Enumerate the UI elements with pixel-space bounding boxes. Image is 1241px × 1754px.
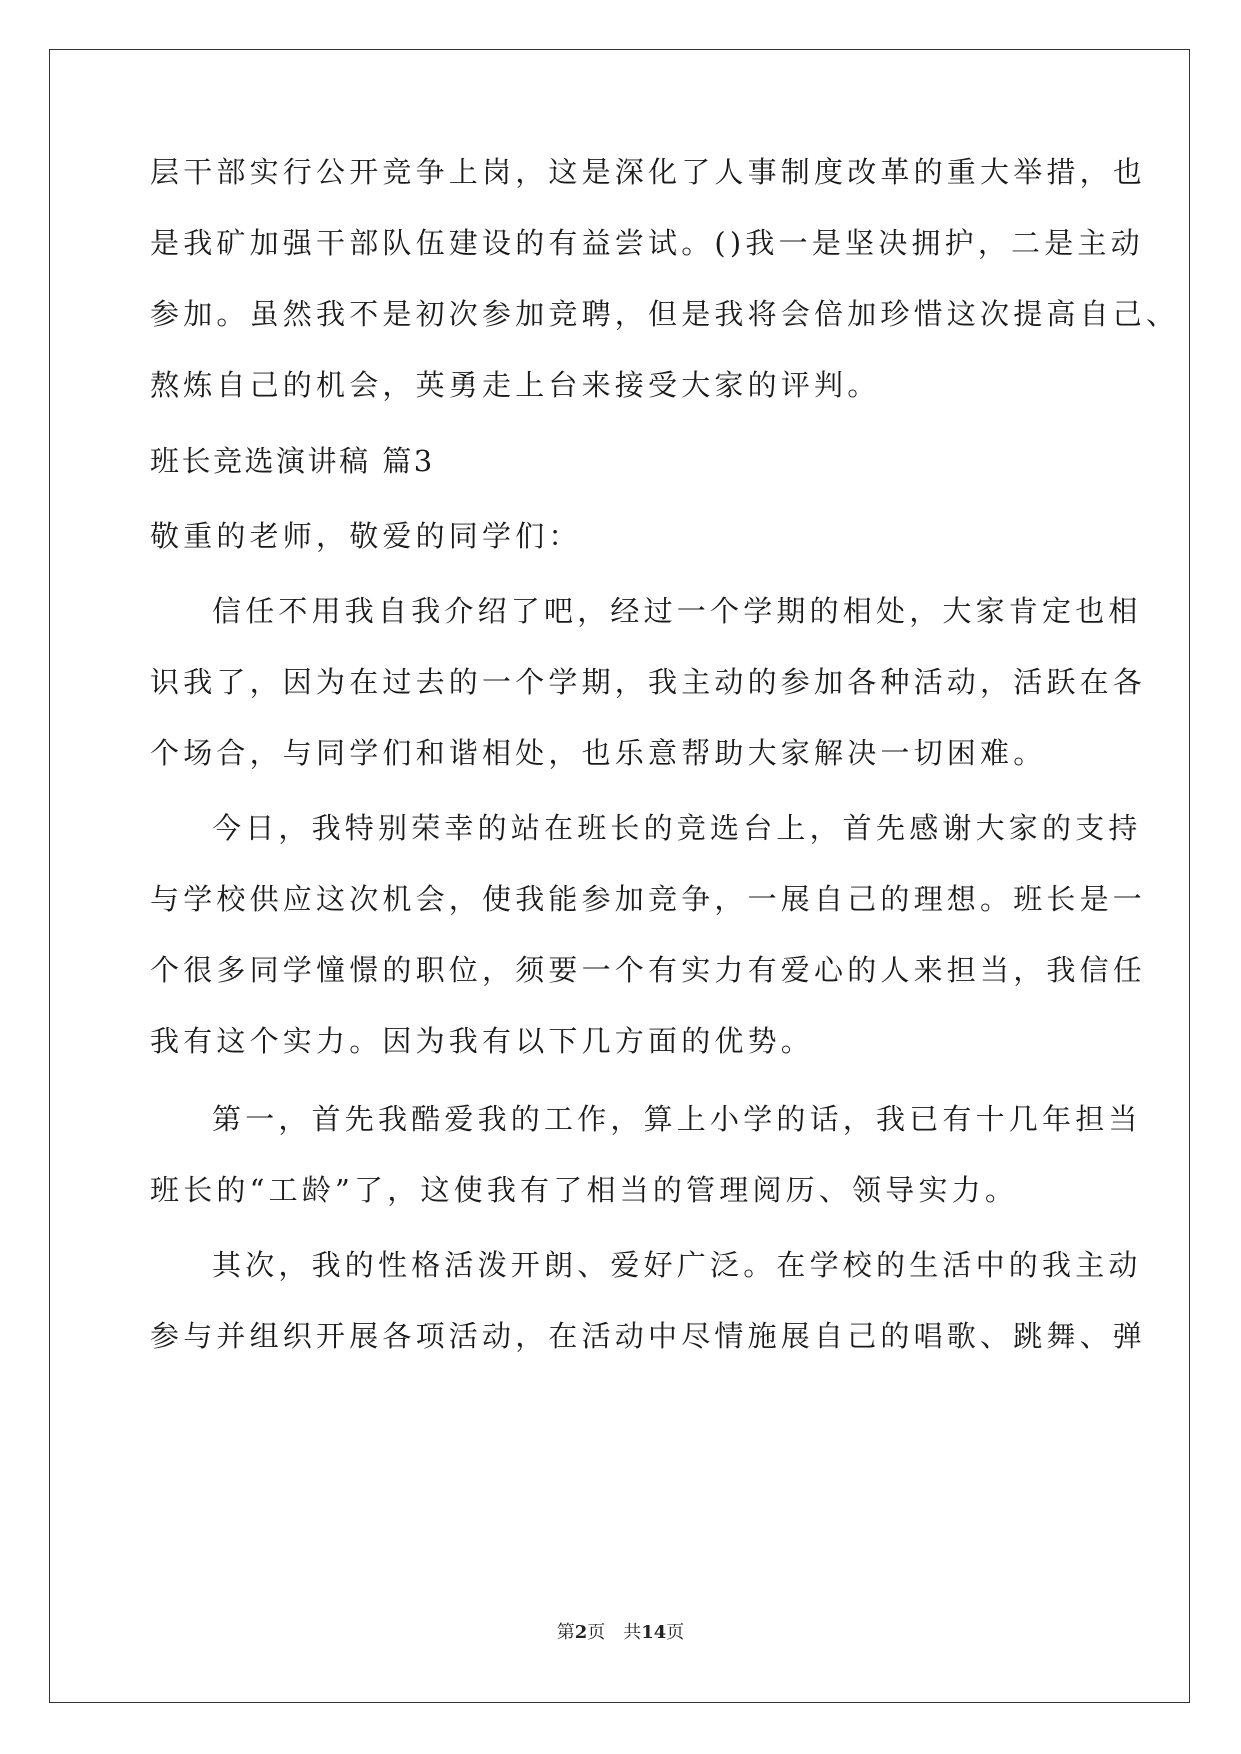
total-page-number: 14 <box>641 1622 667 1643</box>
body-line: 熬炼自己的机会，英勇走上台来接受大家的评判。 <box>150 368 881 402</box>
paragraph-first-line: 第一，首先我酷爱我的工作，算上小学的话，我已有十几年担当 <box>212 1102 1142 1136</box>
paragraph-first-line: 其次，我的性格活泼开朗、爱好广泛。在学校的生活中的我主动 <box>212 1248 1142 1282</box>
body-line: 个很多同学憧憬的职位，须要一个有实力有爱心的人来担当，我信任 <box>150 953 1147 987</box>
page-footer <box>0 1624 1241 1642</box>
body-line: 与学校供应这次机会，使我能参加竞争，一展自己的理想。班长是一 <box>150 882 1147 916</box>
body-line: 我有这个实力。因为我有以下几方面的优势。 <box>150 1024 815 1058</box>
footer-prefix: 第 <box>556 1622 575 1643</box>
section-heading: 班长竞选演讲稿 篇3 <box>150 444 435 478</box>
footer-suffix: 页 <box>666 1622 685 1643</box>
body-line: 班长的“工龄”了，这使我有了相当的管理阅历、领导实力。 <box>150 1173 1019 1207</box>
paragraph-first-line: 今日，我特别荣幸的站在班长的竞选台上，首先感谢大家的支持 <box>212 811 1142 845</box>
footer-mid: 页 共 <box>587 1622 642 1643</box>
salutation: 敬重的老师，敬爱的同学们： <box>150 519 582 553</box>
paragraph-first-line: 信任不用我自我介绍了吧，经过一个学期的相处，大家肯定也相 <box>212 594 1142 628</box>
body-line: 层干部实行公开竞争上岗，这是深化了人事制度改革的重大举措，也 <box>150 155 1147 189</box>
body-line: 识我了，因为在过去的一个学期，我主动的参加各种活动，活跃在各 <box>150 665 1147 699</box>
body-line: 个场合，与同学们和谐相处，也乐意帮助大家解决一切困难。 <box>150 736 1047 770</box>
body-line: 是我矿加强干部队伍建设的有益尝试。()我一是坚决拥护，二是主动 <box>150 226 1144 260</box>
current-page-number: 2 <box>574 1622 588 1643</box>
body-line: 参加。虽然我不是初次参加竞聘，但是我将会倍加珍惜这次提高自己、 <box>150 297 1180 331</box>
body-line: 参与并组织开展各项活动，在活动中尽情施展自己的唱歌、跳舞、弹 <box>150 1319 1147 1353</box>
